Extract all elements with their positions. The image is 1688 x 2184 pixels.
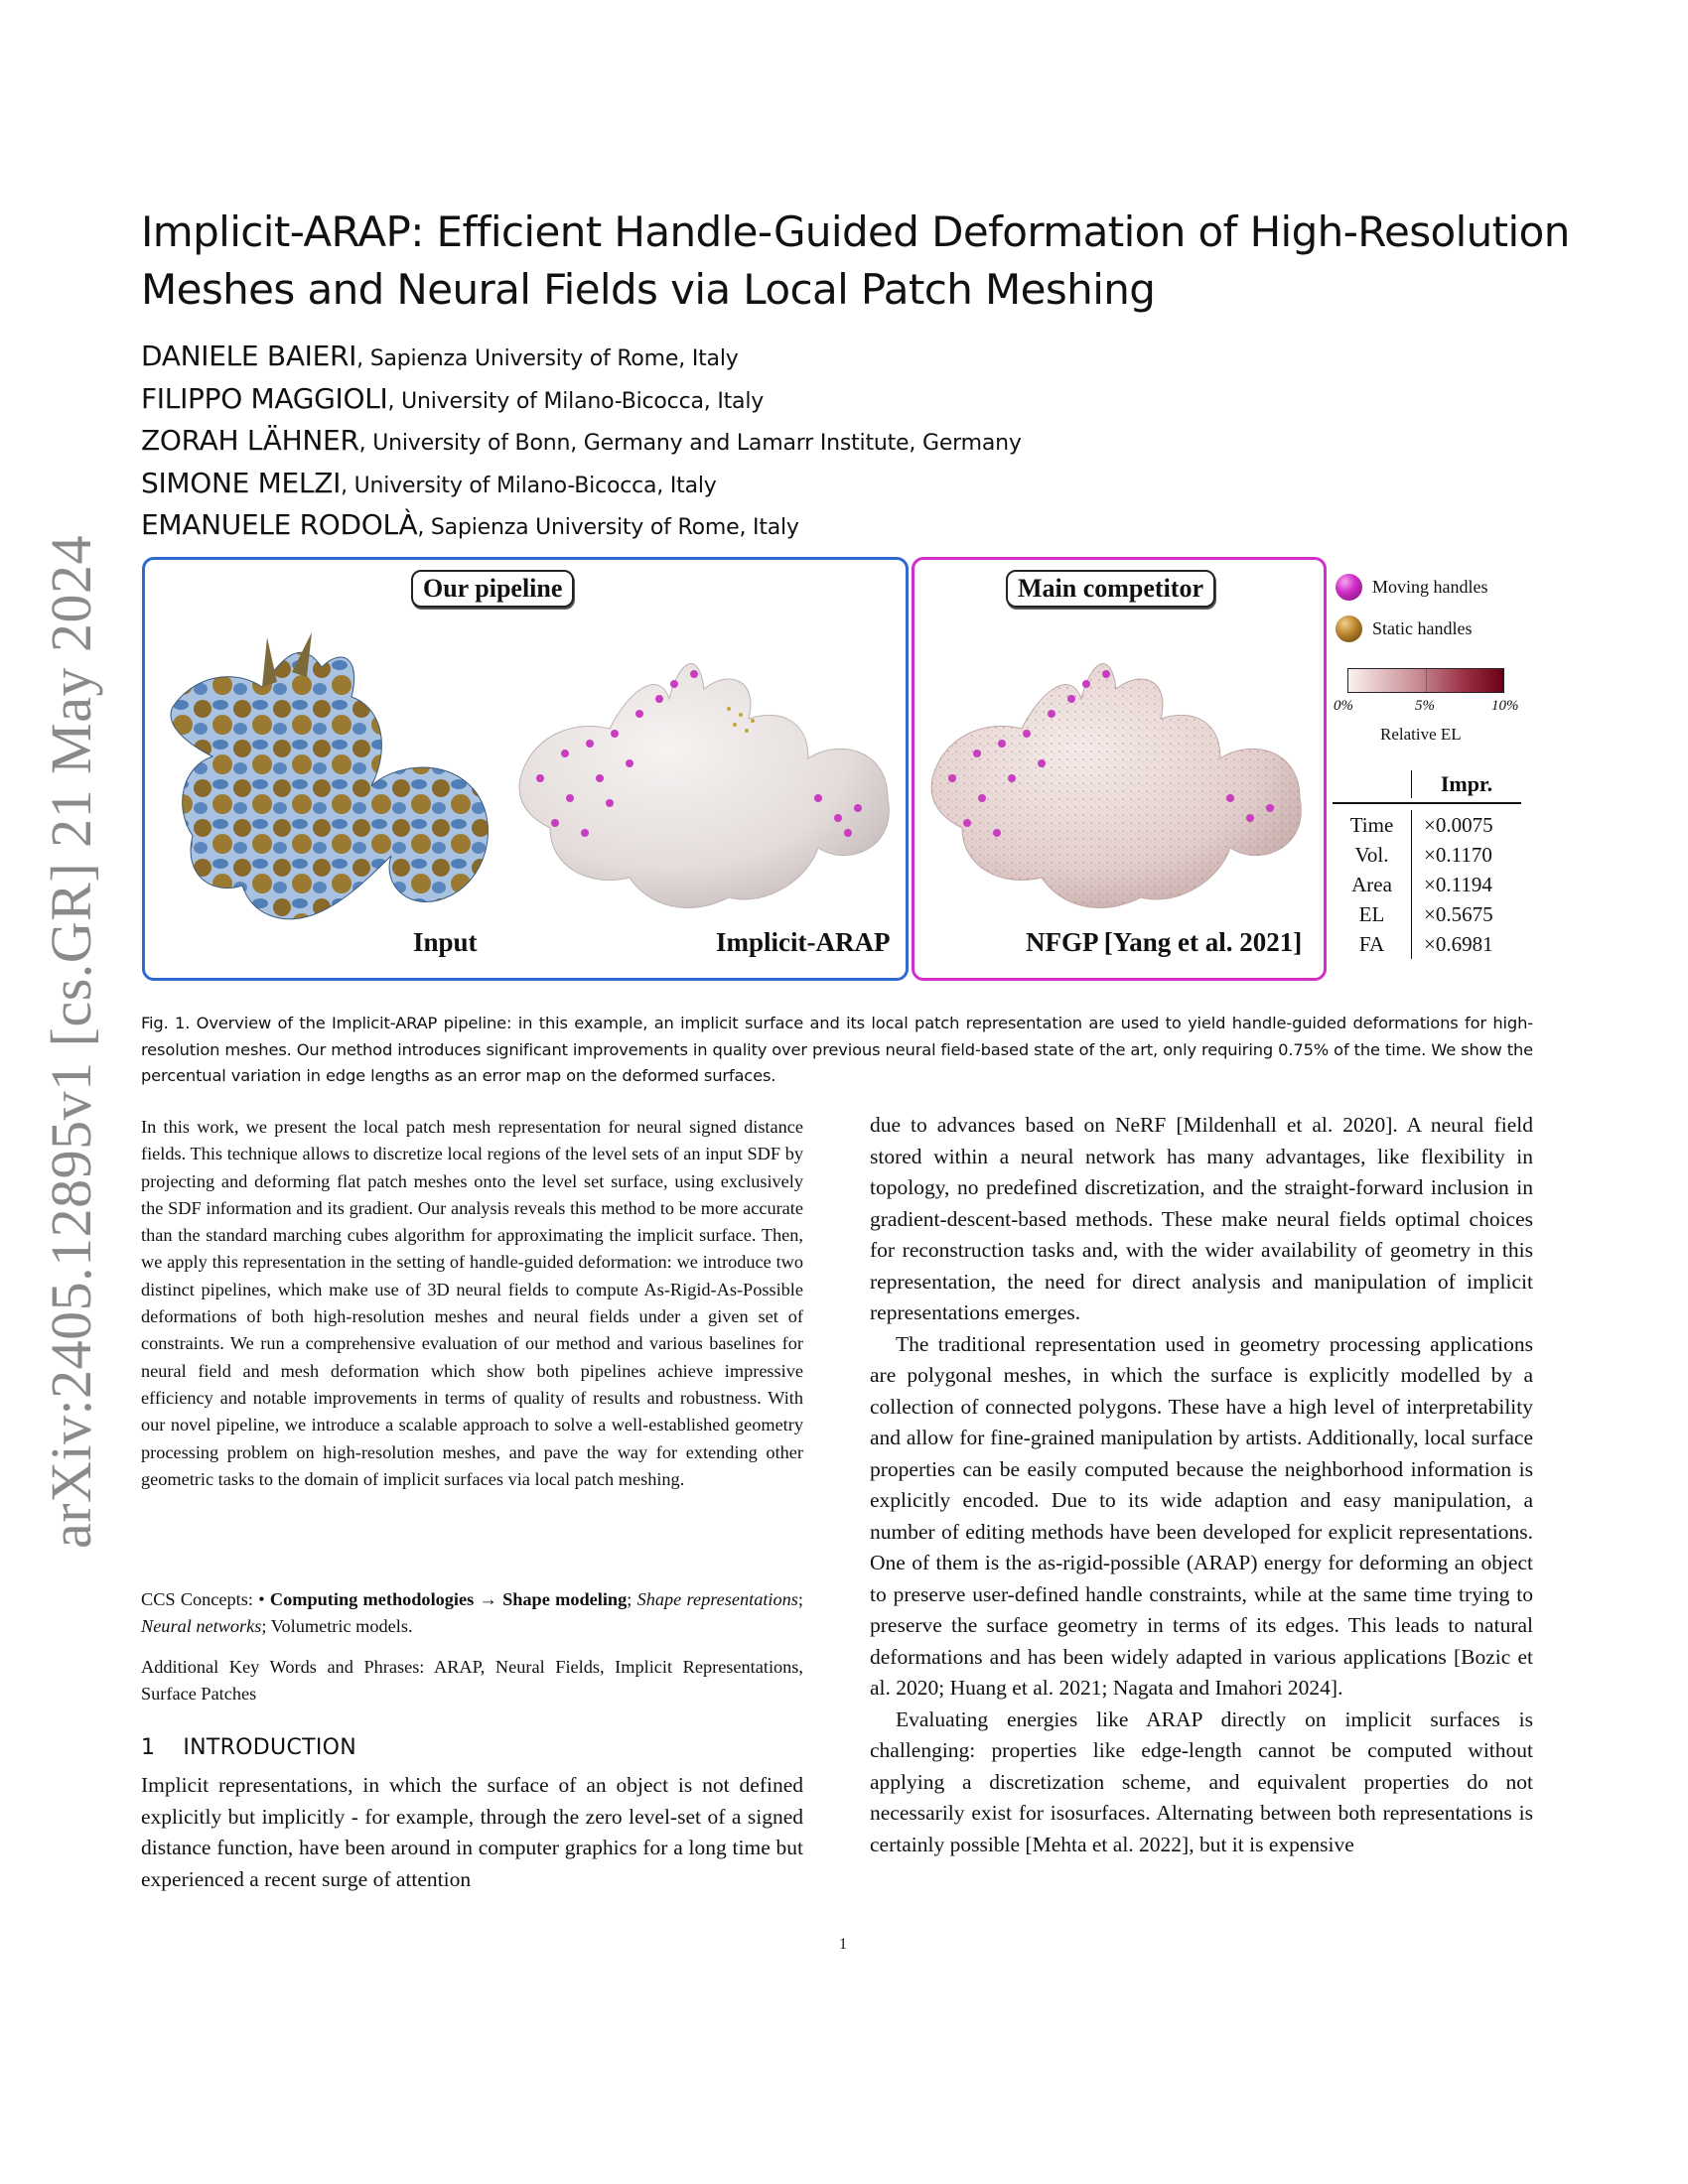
figure-caption: Fig. 1. Overview of the Implicit-ARAP pipeline: in this example, an implicit surface and its local patch representation are used to yield handle-guided deformations for high-resolution meshes. Our method introduces significant improvements in quality over previous neural field-based state of the art, only requiring 0.75% of the time. We show the percentual variation in edge lengths as an error map on the deformed surfaces. [141,1014,1533,1085]
table-row: Area ×0.1194 [1333,870,1521,899]
arxiv-identifier-stamp: arXiv:2405.12895v1 [cs.GR] 21 May 2024 [39,534,103,1549]
author-affiliation: Sapienza University of Rome, Italy [430,515,799,540]
table-row: FA ×0.6981 [1333,929,1521,959]
ccs-concepts: CCS Concepts: • Computing methodologies → Shape modeling; Shape representations; Neural networks; Volumetric models. [141,1589,803,1637]
figure-legend [1336,566,1534,649]
legend-item-static-handles: Static handles [1336,608,1534,649]
label-input: Input [413,927,478,957]
nfgp-deformed-dragon-image [922,629,1320,927]
author-affiliation: University of Milano-Bicocca, Italy [401,388,765,414]
keywords: Additional Key Words and Phrases: ARAP, Neural Fields, Implicit Representations, Surface Patches [141,1657,803,1705]
author-entry: DANIELE BAIERI, Sapienza University of Rome, Italy [141,340,739,372]
author-entry: EMANUELE RODOLÀ, Sapienza University of Rome, Italy [141,508,799,541]
colorbar-midpoint-tick [1426,669,1427,692]
implicit-arap-deformed-dragon-image [510,629,903,927]
table-header-blank [1333,770,1412,798]
table-row: Vol. ×0.1170 [1333,840,1521,870]
paper-title: Implicit-ARAP: Efficient Handle-Guided Deformation of High-Resolution Meshes and Neural Fields via Local Patch Meshing [141,207,1570,314]
improvement-table [1333,766,1521,959]
author-name: FILIPPO MAGGIOLI [141,381,388,415]
figure-panel-our-pipeline [142,557,909,981]
abstract: In this work, we present the local patch mesh representation for neural signed distance fields. This technique allows to discretize local regions of the level sets of an input SDF by projecting and deforming flat patch meshes onto the level set surface, using exclusively the SDF information and its gradient. Our analysis reveals this method to be more accurate than the standard marching cubes algorithm for approximating the implicit surface. Then, we apply this representation in the setting of handle-guided deformation: we introduce two distinct pipelines, which make use of 3D neural fields to compute As-Rigid-As-Possible deformations of both high-resolution meshes and neural fields under a given set of constraints. We run a comprehensive evaluation of our method and various baselines for neural field and mesh deformation which show both pipelines achieve impressive efficiency and notable improvements in terms of quality of results and robustness. With our novel pipeline, we introduce a scalable approach to solve a well-established geometry processing problem on high-resolution meshes, and pave the way for extending other geometric tasks to the domain of implicit surfaces via local patch meshing. [141,1117,803,1489]
table-header-impr: Impr. [1440,771,1493,796]
table-row: Time ×0.0075 [1333,810,1521,840]
static-handle-sphere-icon [1336,615,1362,642]
section-heading-introduction [141,1735,356,1760]
legend-item-moving-handles: Moving handles [1336,566,1534,608]
section-title: INTRODUCTION [183,1735,357,1760]
intro-paragraph: The traditional representation used in geometry processing applications are polygonal meshes, in which the surface is explicitly modelled by a collection of connected polygons. These have a high level of interpretability and allow for fine-grained manipulation by artists. Additionally, local surface properties can be easily computed because the neighborhood information is explicitly encoded. Due to its wide adaption and easy manipulation, a number of editing methods have been developed for explicit representations. One of them is the as-rigid-possible (ARAP) energy for deforming an object to preserve user-defined handle constraints, while at the same time trying to preserve the surface geometry in terms of its edges. This leads to natural deformations and has been widely adapted in various applications [Bozic et al. 2020; Huang et al. 2021; Nagata and Imahori 2024]. [870,1331,1533,1700]
author-list [141,338,1022,549]
figure-panel-main-competitor [912,557,1327,981]
input-dragon-mesh-image [153,617,510,935]
label-implicit-arap: Implicit-ARAP [716,927,891,957]
author-entry: FILIPPO MAGGIOLI, University of Milano-Bicocca, Italy [141,381,765,415]
author-name: DANIELE BAIERI [141,340,357,372]
table-header [1333,766,1521,804]
table-row: EL ×0.5675 [1333,899,1521,929]
colorbar-tick-5: 5% [1415,698,1435,714]
colorbar-tick-0: 0% [1334,698,1353,714]
author-entry: SIMONE MELZI, University of Milano-Bicocca, Italy [141,466,717,499]
moving-handle-sphere-icon [1336,574,1362,601]
author-entry: ZORAH LÄHNER, University of Bonn, Germany and Lamarr Institute, Germany [141,424,1022,457]
intro-paragraph: Evaluating energies like ARAP directly on implicit surfaces is challenging: properties like edge-length cannot be computed without applying a discretization scheme, and equivalent properties do not necessarily exist for isosurfaces. Alternating between both representations is certainly possible [Mehta et al. 2022], but it is expensive [870,1706,1533,1856]
page-number: 1 [839,1936,847,1953]
colorbar-title: Relative EL [1380,725,1462,744]
author-name: ZORAH LÄHNER [141,424,359,457]
author-name: SIMONE MELZI [141,466,342,499]
intro-right-column [870,1110,1533,1860]
author-affiliation: University of Milano-Bicocca, Italy [353,473,717,498]
intro-paragraph-left: Implicit representations, in which the surface of an object is not defined explicitly but implicitly - for example, through the zero level-set of a signed distance function, have been around in computer graphics for a long time but experienced a recent surge of attention [141,1773,803,1891]
colorbar-tick-10: 10% [1491,698,1519,714]
author-affiliation: Sapienza University of Rome, Italy [369,346,739,371]
section-number: 1 [141,1735,156,1760]
panel-tag-main-competitor: Main competitor [1006,570,1215,608]
relative-el-colorbar [1347,668,1504,693]
panel-tag-our-pipeline: Our pipeline [411,570,574,608]
label-nfgp: NFGP [Yang et al. 2021] [1026,927,1303,957]
author-affiliation: University of Bonn, Germany and Lamarr Institute, Germany [372,431,1022,456]
intro-paragraph: due to advances based on NeRF [Mildenhall et al. 2020]. A neural field stored within a neural network has many advantages, like flexibility in topology, no predefined discretization, and the straight-forward inclusion in gradient-descent-based methods. These make neural fields optimal choices for reconstruction tasks and, with the wider availability of geometry in this representation, the need for direct analysis and manipulation of implicit representations emerges. [870,1113,1533,1324]
author-name: EMANUELE RODOLÀ [141,508,418,541]
